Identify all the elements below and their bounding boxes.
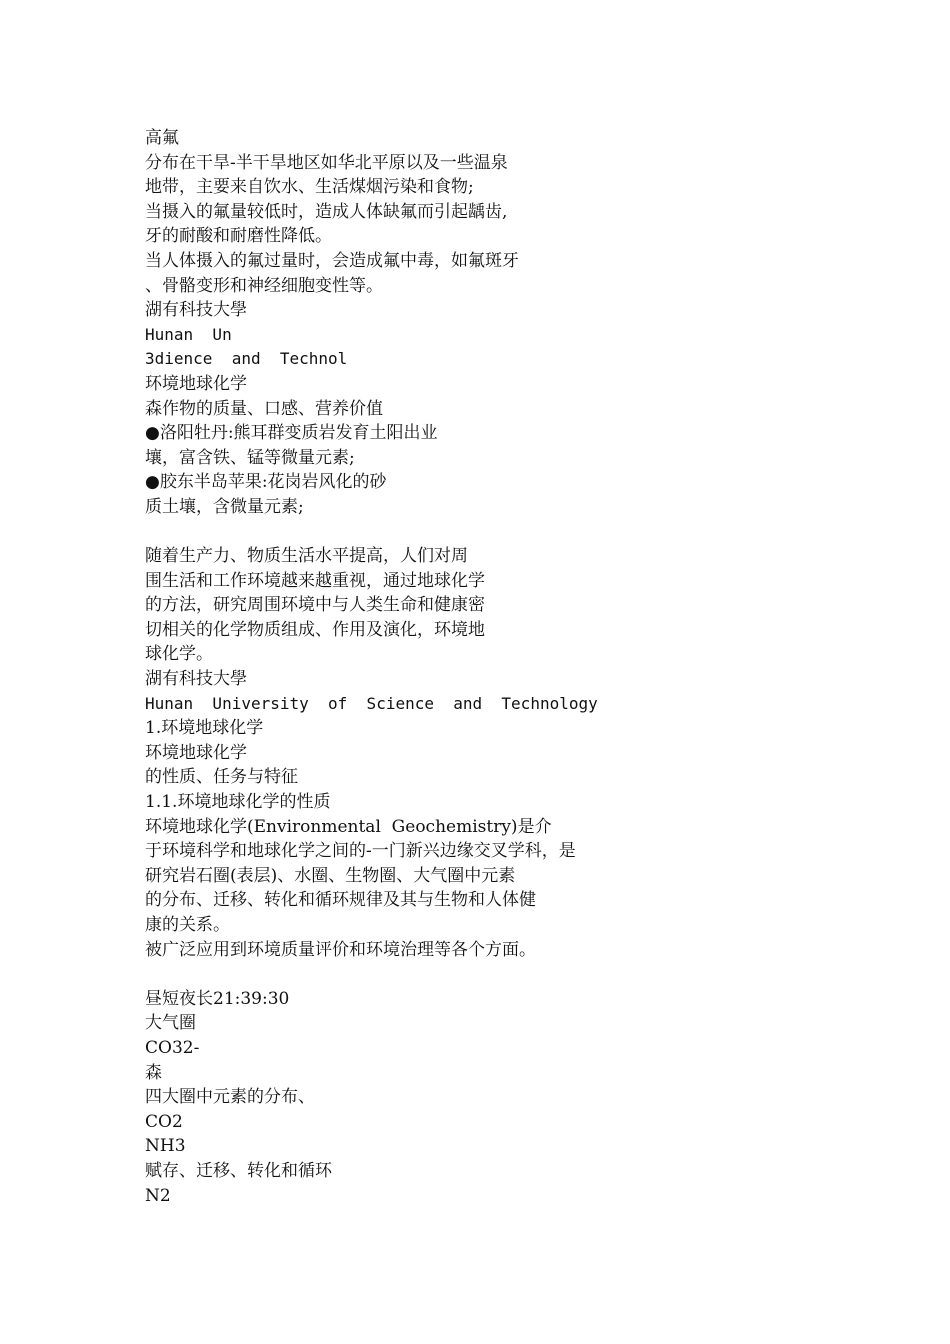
text-line-6: 当人体摄入的氟过量时，会造成氟中毒，如氟斑牙: [145, 250, 519, 271]
text-line-40: 四大圈中元素的分布、: [145, 1087, 315, 1108]
university-name-cn: 湖有科技大學: [145, 300, 247, 321]
text-line-39: 森: [145, 1062, 162, 1083]
document-body: [145, 126, 925, 1208]
text-line-18: 随着生产力、物质生活水平提高，人们对周: [145, 546, 468, 567]
text-line-1: 高氟: [145, 128, 179, 148]
bullet-item: ●胶东半岛苹果:花岗岩风化的砂: [145, 472, 387, 493]
text-line-3: 地带，主要来自饮水、生活煤烟污染和食物;: [145, 177, 474, 198]
text-line-22: 球化学。: [145, 644, 213, 665]
university-name-en: Hunan University of Science and Technology: [145, 693, 598, 713]
university-name-cn: 湖有科技大學: [145, 669, 247, 690]
text-line-42: NH3: [145, 1136, 186, 1157]
text-line-32: 的分布、迁移、转化和循环规律及其与生物和人体健: [145, 890, 536, 911]
bullet-item: ●洛阳牡丹:熊耳群变质岩发育土阳出业: [145, 423, 438, 444]
text-line-27: 的性质、任务与特征: [145, 767, 298, 788]
timestamp-line: 昼短夜长21:39:30: [145, 988, 290, 1009]
subsection-heading: 1.1.环境地球化学的性质: [145, 792, 331, 813]
text-line-16: 质土壤，含微量元素;: [145, 496, 304, 517]
text-line-26: 环境地球化学: [145, 742, 247, 763]
section-heading: 环境地球化学: [145, 373, 247, 394]
text-line-14: 壤，富含铁、锰等微量元素;: [145, 447, 355, 468]
text-line-30: 于环境科学和地球化学之间的-一门新兴边缘交叉学科，是: [145, 841, 576, 862]
text-line-7: 、骨骼变形和神经细胞变性等。: [145, 275, 383, 296]
text-line-29: 环境地球化学(Environmental Geochemistry)是介: [145, 816, 552, 837]
text-line-34: 被广泛应用到环境质量评价和环境治理等各个方面。: [145, 939, 536, 960]
blank-line: [145, 520, 925, 545]
section-heading: 1.环境地球化学: [145, 718, 264, 739]
university-name-en-fragment: Hunan Un: [145, 324, 232, 344]
text-line-5: 牙的耐酸和耐磨性降低。: [145, 226, 332, 247]
text-line-37: 大气圈: [145, 1013, 196, 1034]
text-line-21: 切相关的化学物质组成、作用及演化，环境地: [145, 619, 485, 640]
text-line-44: N2: [145, 1185, 171, 1206]
text-line-4: 当摄入的氟量较低时，造成人体缺氟而引起龋齿,: [145, 201, 508, 222]
text-line-20: 的方法，研究周围环境中与人类生命和健康密: [145, 595, 485, 616]
university-name-en-fragment-2: 3dience and Technol: [145, 349, 348, 369]
text-line-33: 康的关系。: [145, 915, 230, 935]
blank-line: [145, 962, 925, 987]
text-line-12: 森作物的质量、口感、营养价值: [145, 398, 383, 419]
text-line-41: CO2: [145, 1111, 183, 1132]
text-line-2: 分布在干旱-半干旱地区如华北平原以及一些温泉: [145, 152, 508, 173]
text-line-31: 研究岩石圈(表层)、水圈、生物圈、大气圈中元素: [145, 865, 516, 886]
text-line-38: CO32-: [145, 1037, 200, 1058]
text-line-19: 围生活和工作环境越来越重视，通过地球化学: [145, 570, 485, 591]
text-line-43: 赋存、迁移、转化和循环: [145, 1160, 332, 1181]
